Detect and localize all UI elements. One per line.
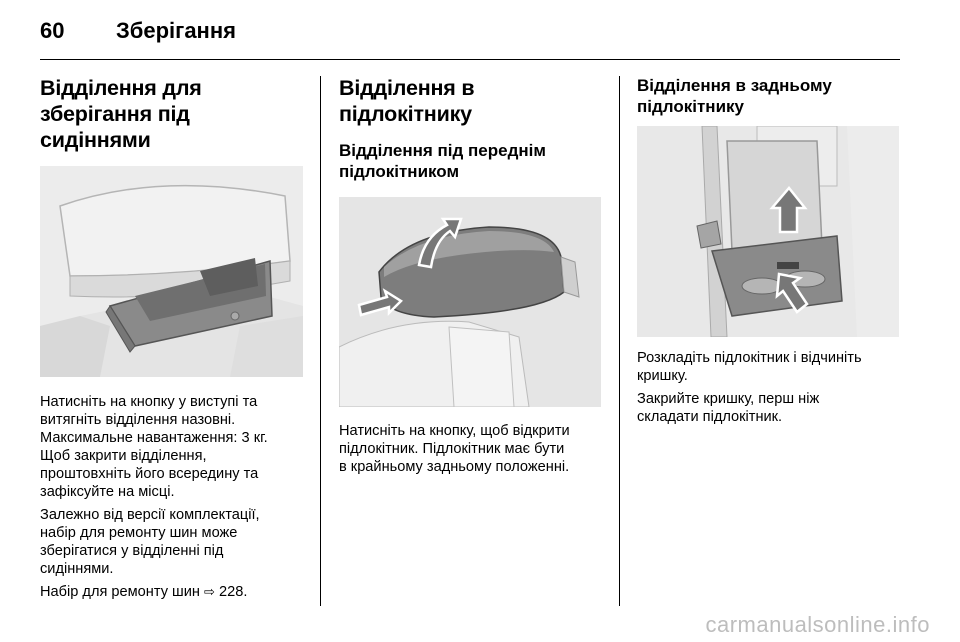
page-number: 60 xyxy=(40,18,65,43)
column-divider-2 xyxy=(619,76,620,606)
under-seat-para-2: Залежно від версії комплектації, набір для ремонту шин може зберігатися у відділенні під сидіннями. xyxy=(40,507,260,577)
rear-armrest-para-1: Розкладіть підлокітник і відчиніть кришку. xyxy=(637,350,862,384)
cross-reference-page[interactable]: 228. xyxy=(214,584,248,600)
cross-reference-arrow-icon[interactable]: ⇨ xyxy=(204,585,215,600)
rear-armrest-instructions xyxy=(637,349,902,426)
header-rule xyxy=(40,59,900,60)
column-armrest-storage xyxy=(339,75,604,476)
under-seat-para-3: Набір для ремонту шин ⇨ 228. xyxy=(40,584,248,600)
under-seat-instructions xyxy=(40,393,305,602)
column-under-seat-storage xyxy=(40,75,305,602)
armrest-storage-title: Відділення в підлокітнику xyxy=(339,76,475,126)
column-rear-armrest-storage xyxy=(637,75,902,426)
rear-armrest-title: Відділення в задньому підлокітнику xyxy=(637,76,832,116)
under-seat-storage-title: Відділення для зберігання під сидіннями xyxy=(40,76,202,152)
page-section-title: Зберігання xyxy=(116,18,236,43)
front-armrest-illustration xyxy=(339,197,601,407)
watermark[interactable]: carmanualsonline.info xyxy=(705,612,930,637)
front-armrest-para-1: Натисніть на кнопку, щоб відкрити підлокітник. Підлокітник має бути в крайньому задньому положенні. xyxy=(339,423,570,475)
front-armrest-subtitle: Відділення під переднім підлокітником xyxy=(339,141,546,181)
under-seat-para-1: Натисніть на кнопку у виступі та витягніть відділення назовні. Максимальне навантаження: 3 кг. Щоб закрити відділення, проштовхніть його всередину та зафіксуйте на місці. xyxy=(40,394,268,500)
under-seat-drawer-illustration xyxy=(40,166,303,377)
front-armrest-instructions xyxy=(339,422,604,476)
column-divider-1 xyxy=(320,76,321,606)
rear-armrest-para-2: Закрийте кришку, перш ніж складати підлокітник. xyxy=(637,391,820,425)
rear-armrest-illustration xyxy=(637,126,899,337)
